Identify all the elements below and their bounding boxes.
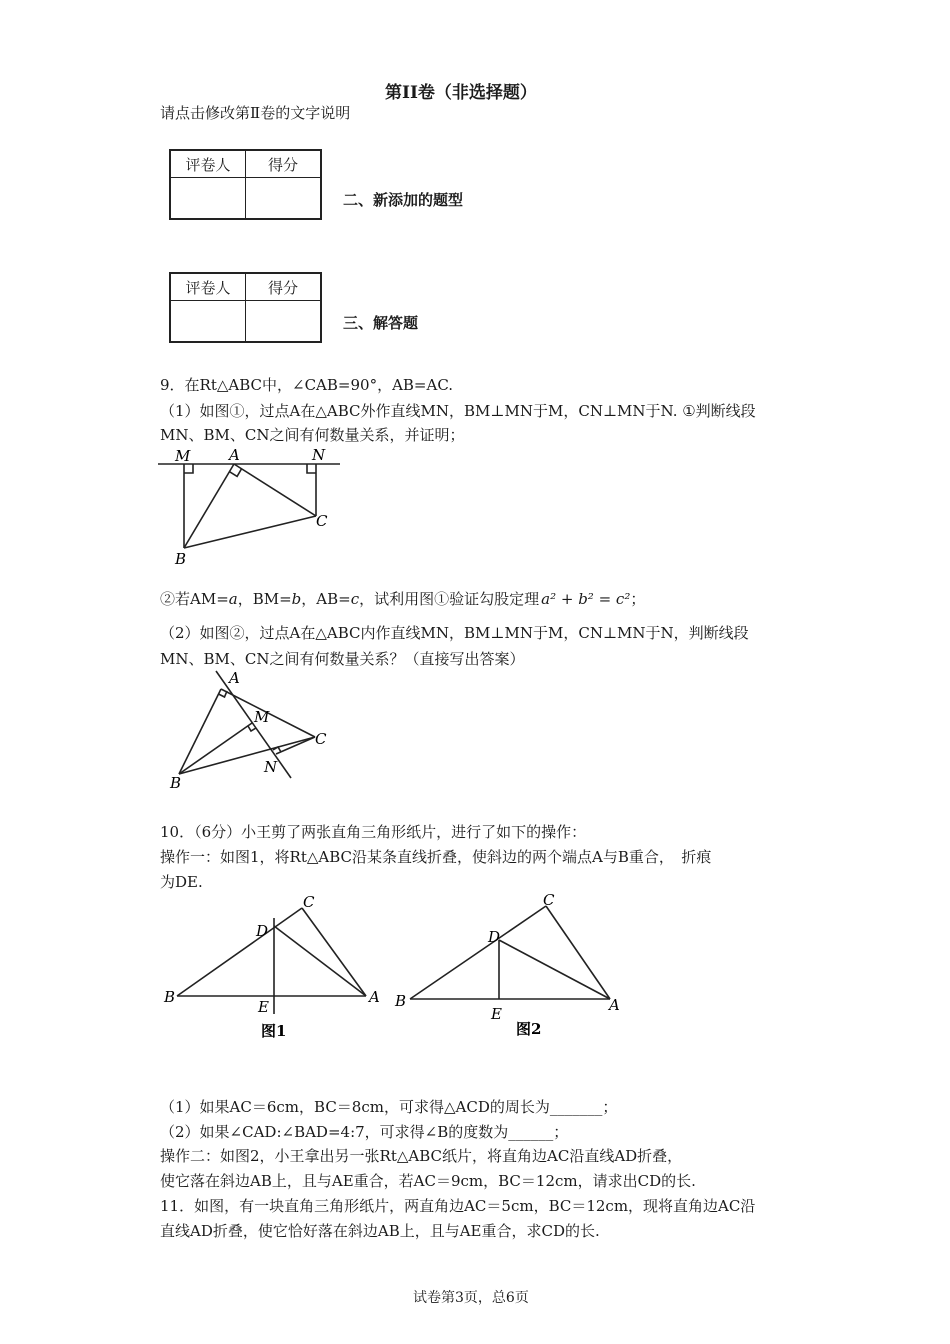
label-M: M: [254, 708, 270, 726]
q9-part1-line2: MN、BM、CN之间有何数量关系，并证明；: [160, 426, 465, 444]
label-B: B: [175, 550, 187, 568]
label-E: E: [491, 1005, 502, 1023]
q9-figure-1: [155, 444, 355, 568]
var-b: b: [291, 590, 302, 608]
label-D: D: [256, 922, 269, 940]
q9-part1b: [160, 589, 645, 609]
page-title: 第II卷（非选择题）: [385, 83, 537, 103]
q11-line2: 直线AD折叠，使它恰好落在斜边AB上，且与AE重合，求CD的长.: [160, 1222, 600, 1240]
q10-figure-1: [160, 888, 400, 1048]
label-C: C: [303, 893, 315, 911]
score-table-2: [169, 272, 322, 343]
section-heading-2: 二、新添加的题型: [343, 191, 464, 209]
q10-figure-2: [392, 888, 632, 1048]
label-A: A: [369, 988, 380, 1006]
q10-op2-line2: 使它落在斜边AB上，且与AE重合，若AC＝9cm，BC＝12cm，请求出CD的长.: [160, 1172, 696, 1190]
q10-sub1: （1）如果AC＝6cm，BC＝8cm，可求得△ACD的周长为_______；: [160, 1098, 618, 1116]
label-C: C: [315, 730, 327, 748]
q9-part1b-ab: ，AB=: [301, 590, 351, 608]
q9-figure-2: [160, 666, 340, 792]
label-C: C: [543, 891, 555, 909]
instruction-text: 请点击修改第Ⅱ卷的文字说明: [160, 104, 351, 122]
grader-header: 评卷人: [170, 150, 246, 178]
q10-op1-line2: 为DE.: [160, 873, 203, 891]
q9-part2-line2: MN、BM、CN之间有何数量关系？（直接写出答案）: [160, 650, 525, 668]
q9-part1b-prefix: ②若AM=: [160, 590, 229, 608]
label-D: D: [488, 928, 501, 946]
grader-header: 评卷人: [170, 273, 246, 301]
q10-op2-line1: 操作二：如图2，小王拿出另一张Rt△ABC纸片，将直角边AC沿直线AD折叠，: [160, 1147, 683, 1165]
grader-cell[interactable]: [170, 178, 246, 220]
pythagoras-formula: a² + b² = c²: [541, 590, 631, 608]
label-A: A: [609, 996, 620, 1014]
q10-op1-line1: 操作一：如图1，将Rt△ABC沿某条直线折叠，使斜边的两个端点A与B重合， 折痕: [160, 848, 712, 866]
figure-1-caption: 图1: [261, 1022, 287, 1040]
page-footer: 试卷第3页，总6页: [413, 1290, 529, 1306]
q11-line1: 11．如图，有一块直角三角形纸片，两直角边AC＝5cm，BC＝12cm，现将直角边AC沿: [160, 1197, 756, 1215]
section-heading-3: 三、解答题: [343, 314, 419, 332]
q9-part1b-end: ；: [630, 590, 646, 608]
q9-part1b-tail: ，试利用图①验证勾股定理: [359, 590, 540, 608]
label-A: A: [229, 669, 240, 687]
label-C: C: [316, 512, 328, 530]
grader-cell[interactable]: [170, 301, 246, 343]
q10-stem: 10．（6分）小王剪了两张直角三角形纸片，进行了如下的操作：: [160, 823, 587, 841]
q9-part2-line1: （2）如图②，过点A在△ABC内作直线MN，BM⊥MN于M，CN⊥MN于N，判断线段: [160, 624, 749, 642]
var-a: a: [228, 590, 238, 608]
score-header: 得分: [246, 150, 322, 178]
label-N: N: [264, 758, 278, 776]
score-cell[interactable]: [246, 301, 322, 343]
q9-part1b-bm: ，BM=: [237, 590, 292, 608]
q9-stem: 9．在Rt△ABC中，∠CAB=90°，AB=AC.: [160, 376, 454, 394]
label-E: E: [258, 998, 269, 1016]
q10-sub2: （2）如果∠CAD:∠BAD=4:7，可求得∠B的度数为______；: [160, 1123, 569, 1141]
label-A: A: [229, 446, 240, 464]
figure-2-caption: 图2: [516, 1020, 542, 1038]
label-N: N: [312, 446, 326, 464]
label-M: M: [175, 447, 191, 465]
score-header: 得分: [246, 273, 322, 301]
var-c: c: [350, 590, 360, 608]
label-B: B: [164, 988, 176, 1006]
label-B: B: [395, 992, 407, 1010]
score-cell[interactable]: [246, 178, 322, 220]
q9-part1-line1: （1）如图①，过点A在△ABC外作直线MN，BM⊥MN于M，CN⊥MN于N. ①判断线段: [160, 402, 756, 420]
label-B: B: [170, 774, 182, 792]
score-table-1: [169, 149, 322, 220]
